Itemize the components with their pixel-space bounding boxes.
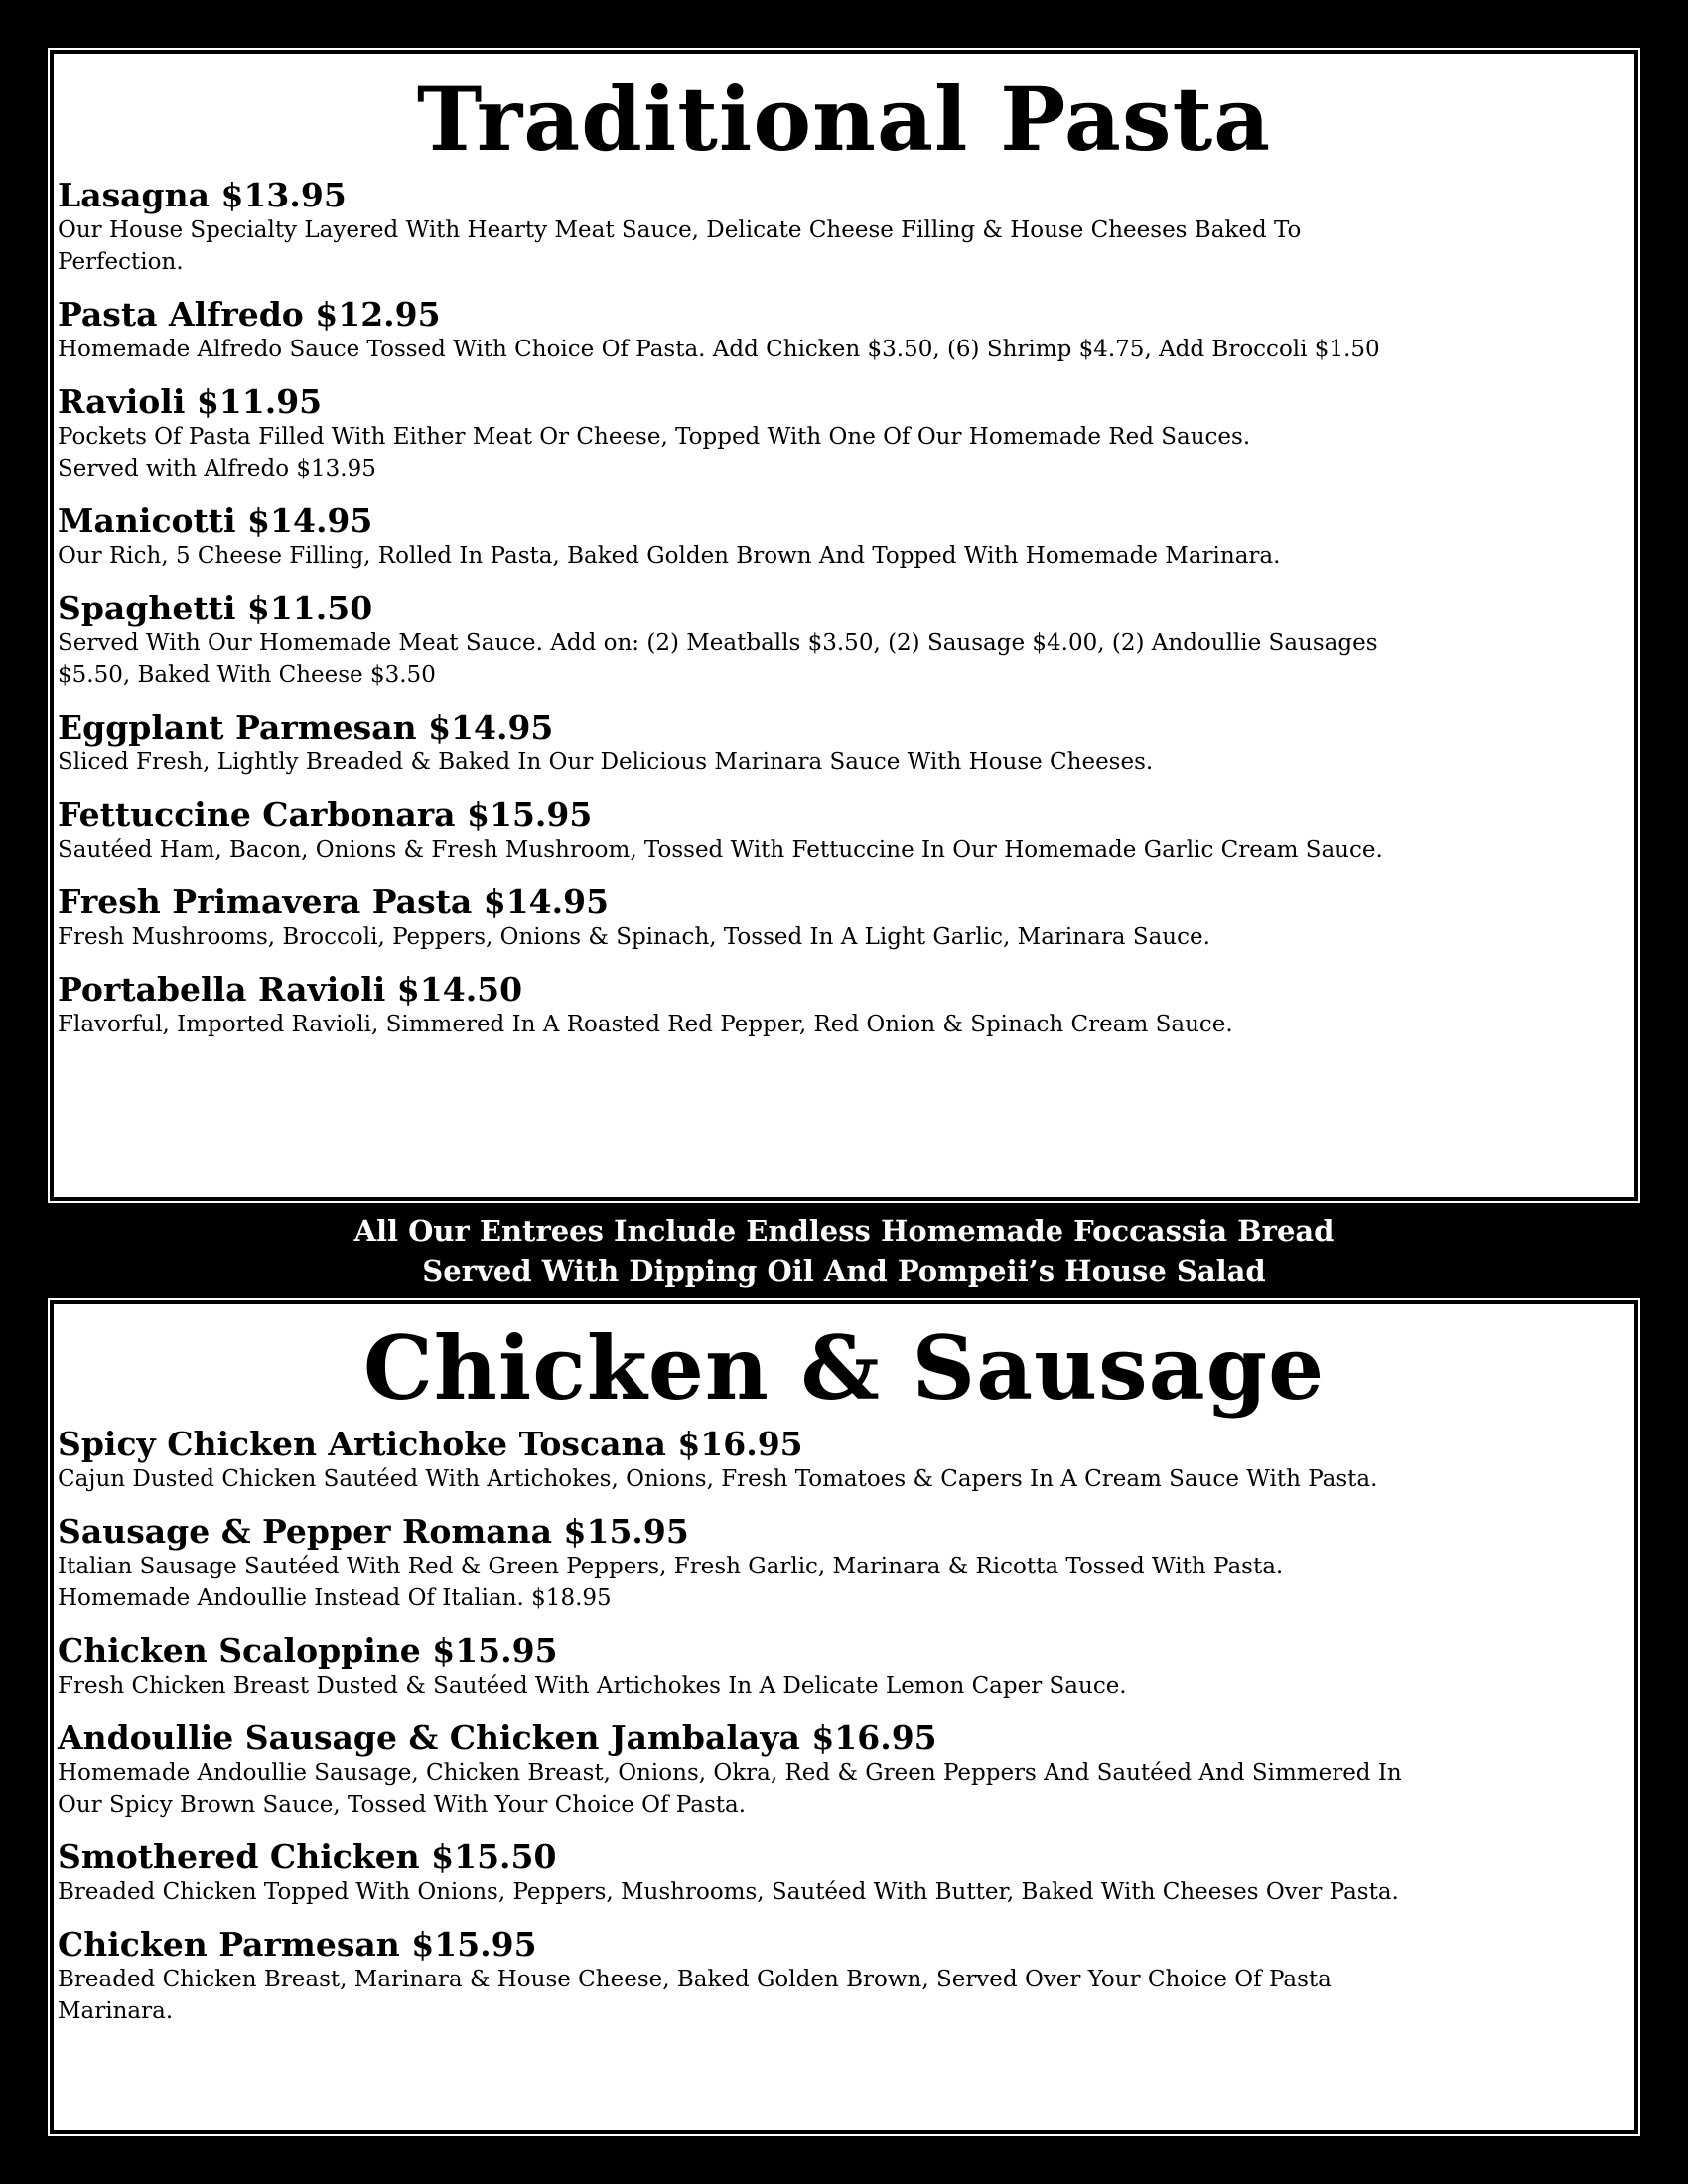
menu-item [58,1632,1634,1702]
menu-item-description: Fresh Mushrooms, Broccoli, Peppers, Onions & Spinach, Tossed In A Light Garlic, Marinara Sauce. [58,924,1210,950]
menu-item-description: Italian Sausage Sautéed With Red & Green Peppers, Fresh Garlic, Marinara & Ricotta Tossed With Pasta. Homemade Andoullie Instead Of Italian. $18.95 [58,1554,1284,1611]
menu-item-name: Portabella Ravioli $14.50 [58,970,523,1009]
menu-item-name: Ravioli $11.95 [58,382,323,421]
entrees-note-line-1: All Our Entrees Include Endless Homemade Foccassia Bread [353,1214,1335,1248]
menu-item [58,590,1634,691]
menu-item [58,177,1634,278]
pasta-items-list [54,163,1634,1040]
menu-item-description: Homemade Andoullie Sausage, Chicken Breast, Onions, Okra, Red & Green Peppers And Sautéed And Simmered In Our Spicy Brown Sauce, Tossed With Your Choice Of Pasta. [58,1760,1402,1818]
menu-item-description: Breaded Chicken Topped With Onions, Peppers, Mushrooms, Sautéed With Butter, Baked With Cheeses Over Pasta. [58,1879,1399,1905]
menu-item-description: Pockets Of Pasta Filled With Either Meat Or Cheese, Topped With One Of Our Homemade Red Sauces. Served with Alfredo $13.95 [58,424,1251,481]
menu-item-name: Chicken Scaloppine $15.95 [58,1631,558,1670]
entrees-note [0,1211,1688,1291]
menu-item-description: Sautéed Ham, Bacon, Onions & Fresh Mushroom, Tossed With Fettuccine In Our Homemade Garlic Cream Sauce. [58,837,1383,863]
menu-item [58,884,1634,953]
menu-item-name: Manicotti $14.95 [58,501,373,540]
menu-item [58,796,1634,866]
section-title-traditional-pasta: Traditional Pasta [416,68,1272,171]
menu-item [58,296,1634,365]
menu-item [58,383,1634,484]
menu-item [58,1926,1634,2027]
menu-item-name: Fresh Primavera Pasta $14.95 [58,883,610,921]
menu-item-name: Chicken Parmesan $15.95 [58,1925,537,1964]
menu-item [58,1719,1634,1821]
menu-item [58,1513,1634,1614]
traditional-pasta-panel [52,52,1636,1199]
chicken-sausage-panel [52,1302,1636,2132]
menu-item [58,1426,1634,1495]
menu-item [58,971,1634,1040]
section-title-chicken-sausage: Chicken & Sausage [362,1316,1326,1420]
menu-item-name: Spaghetti $11.50 [58,589,373,627]
menu-item-name: Spicy Chicken Artichoke Toscana $16.95 [58,1425,803,1463]
menu-item-description: Breaded Chicken Breast, Marinara & House Cheese, Baked Golden Brown, Served Over Your Choice Of Pasta Marinara. [58,1967,1332,2024]
menu-item-description: Fresh Chicken Breast Dusted & Sautéed With Artichokes In A Delicate Lemon Caper Sauce. [58,1673,1127,1699]
menu-item-description: Our House Specialty Layered With Hearty Meat Sauce, Delicate Cheese Filling & House Cheeses Baked To Perfection. [58,217,1302,275]
menu-item-name: Fettuccine Carbonara $15.95 [58,795,593,834]
menu-item-description: Our Rich, 5 Cheese Filling, Rolled In Pasta, Baked Golden Brown And Topped With Homemade Marinara. [58,543,1281,569]
menu-item-name: Andoullie Sausage & Chicken Jambalaya $16.95 [58,1718,937,1757]
menu-item-name: Smothered Chicken $15.50 [58,1838,557,1876]
menu-item-description: Homemade Alfredo Sauce Tossed With Choice Of Pasta. Add Chicken $3.50, (6) Shrimp $4.75, Add Broccoli $1.50 [58,337,1380,362]
chicken-items-list [54,1412,1634,2027]
menu-item-name: Lasagna $13.95 [58,176,347,214]
menu-item-description: Flavorful, Imported Ravioli, Simmered In A Roasted Red Pepper, Red Onion & Spinach Cream Sauce. [58,1012,1233,1037]
menu-item [58,1839,1634,1908]
menu-item-name: Pasta Alfredo $12.95 [58,295,441,334]
menu-item-description: Served With Our Homemade Meat Sauce. Add on: (2) Meatballs $3.50, (2) Sausage $4.00, (2) Andoullie Sausages $5.50, Baked With Cheese $3.50 [58,630,1378,688]
entrees-note-line-2: Served With Dipping Oil And Pompeii’s House Salad [422,1254,1266,1288]
menu-item-description: Cajun Dusted Chicken Sautéed With Artichokes, Onions, Fresh Tomatoes & Capers In A Cream Sauce With Pasta. [58,1466,1378,1492]
menu-item-name: Eggplant Parmesan $14.95 [58,708,554,747]
menu-item [58,709,1634,778]
menu-item [58,502,1634,572]
menu-item-description: Sliced Fresh, Lightly Breaded & Baked In Our Delicious Marinara Sauce With House Cheeses. [58,750,1154,775]
menu-item-name: Sausage & Pepper Romana $15.95 [58,1512,689,1551]
